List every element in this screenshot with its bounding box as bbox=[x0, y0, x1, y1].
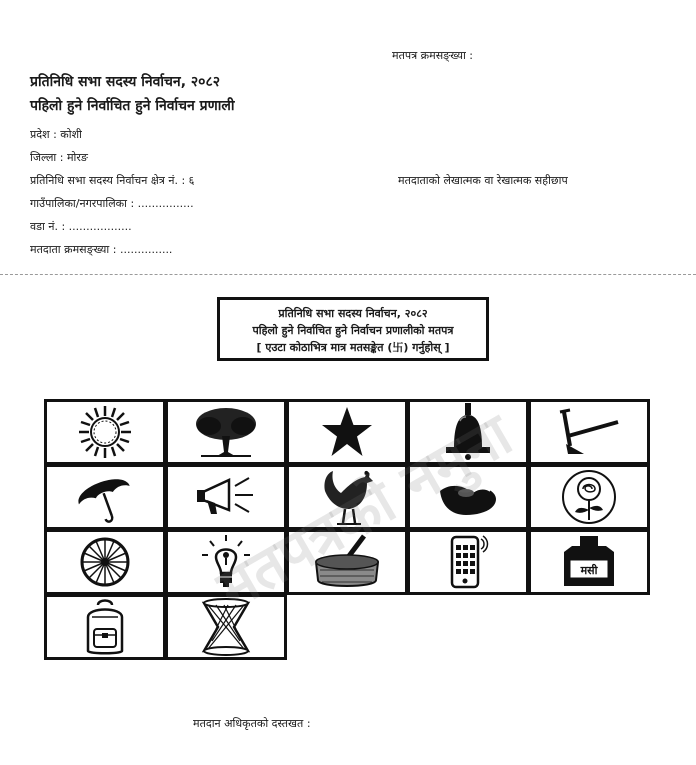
vote-cell-mobile-phone[interactable] bbox=[407, 529, 530, 596]
ballot-header-box bbox=[217, 297, 489, 361]
symbol-grid bbox=[45, 400, 650, 660]
ballot-serial-label: मतपत्र क्रमसङ्ख्या : bbox=[392, 49, 473, 62]
vote-cell-light-bulb[interactable] bbox=[165, 529, 288, 596]
vote-cell-dhiki[interactable] bbox=[286, 529, 409, 596]
sun-icon bbox=[77, 404, 133, 460]
voter-serial-field: मतदाता क्रमसङ्ख्या : ............... bbox=[30, 243, 173, 256]
dhiki-mortar-icon bbox=[310, 534, 384, 590]
backpack-icon bbox=[80, 597, 130, 657]
vote-cell-ink-bottle[interactable] bbox=[528, 529, 651, 596]
cupped-hands-icon bbox=[436, 473, 500, 521]
vote-cell-megaphone[interactable] bbox=[165, 464, 288, 531]
vote-cell-plough[interactable] bbox=[528, 399, 651, 466]
municipality-field: गाउँपालिका/नगरपालिका : ................ bbox=[30, 197, 194, 210]
ink-bottle-icon bbox=[558, 534, 620, 590]
doko-basket-icon bbox=[200, 597, 252, 657]
vote-cell-rooster[interactable] bbox=[286, 464, 409, 531]
vote-cell-cupped-hands[interactable] bbox=[407, 464, 530, 531]
page-title: प्रतिनिधि सभा सदस्य निर्वाचन, २०८२ bbox=[30, 74, 220, 90]
light-bulb-icon bbox=[198, 533, 254, 591]
constituency-field: प्रतिनिधि सभा सदस्य निर्वाचन क्षेत्र नं. : ६ bbox=[30, 174, 195, 187]
ballot-header-line2: पहिलो हुने निर्वाचित हुने निर्वाचन प्रणालीको मतपत्र bbox=[252, 324, 454, 337]
vote-cell-star[interactable] bbox=[286, 399, 409, 466]
ballot-header-line1: प्रतिनिधि सभा सदस्य निर्वाचन, २०८२ bbox=[278, 307, 428, 320]
bell-icon bbox=[440, 403, 496, 461]
vote-cell-wheel[interactable] bbox=[44, 529, 167, 596]
mobile-phone-icon bbox=[446, 533, 490, 591]
plough-icon bbox=[556, 406, 622, 458]
vote-cell-sun[interactable] bbox=[44, 399, 167, 466]
rooster-icon bbox=[319, 467, 375, 527]
vote-cell-tree[interactable] bbox=[165, 399, 288, 466]
vote-cell-rose[interactable] bbox=[528, 464, 651, 531]
perforation-line bbox=[0, 274, 696, 275]
umbrella-icon bbox=[74, 469, 136, 525]
ink-bottle-label: मसी bbox=[580, 563, 598, 577]
district-field: जिल्ला : मोरङ bbox=[30, 151, 88, 164]
wheel-icon bbox=[79, 536, 131, 588]
ward-field: वडा नं. : .................. bbox=[30, 220, 132, 233]
voter-signature-label: मतदाताको लेखात्मक वा रेखात्मक सहीछाप bbox=[398, 174, 568, 187]
star-icon bbox=[319, 405, 375, 459]
vote-cell-umbrella[interactable] bbox=[44, 464, 167, 531]
province-field: प्रदेश : कोशी bbox=[30, 128, 82, 141]
vote-cell-bell[interactable] bbox=[407, 399, 530, 466]
rose-icon bbox=[561, 468, 617, 526]
megaphone-icon bbox=[193, 472, 259, 522]
tree-icon bbox=[191, 406, 261, 458]
vote-cell-doko[interactable] bbox=[165, 594, 288, 661]
ballot-header-instruction: [ एउटा कोठाभित्र मात्र मतसङ्केत (卐) गर्नुहोस् ] bbox=[256, 341, 450, 354]
officer-signature-label: मतदान अधिकृतको दस्तखत : bbox=[193, 717, 311, 730]
page-subtitle: पहिलो हुने निर्वाचित हुने निर्वाचन प्रणाली bbox=[30, 98, 235, 114]
vote-cell-backpack[interactable] bbox=[44, 594, 167, 661]
